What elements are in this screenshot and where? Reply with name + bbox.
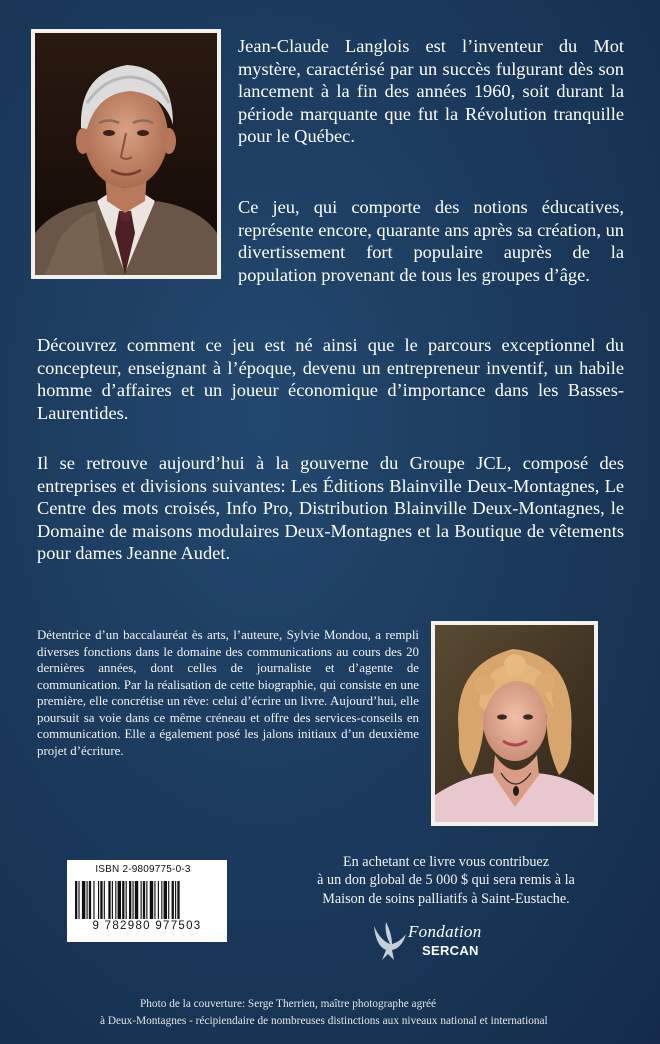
bio-paragraph-4: Il se retrouve aujourd’hui à la gouverne du Groupe JCL, composé des entreprises et divisions suivantes: Les Éditions Blainville Deux-Montagnes, Le Centre des mots croisés, Info Pro, Distribution Blainville Deux-Montagnes, le Domaine de maisons modulaires Deux-Montagnes et la Boutique de vêtements pour dames Jeanne Audet. bbox=[37, 453, 624, 564]
photo-credit bbox=[100, 996, 660, 1030]
bio-paragraph-1: Jean-Claude Langlois est l’inventeur du Mot mystère, caractérisé par un succès fulgurant dès son lancement à la fin des années 1960, soit durant la période marquante que fut la Révolution tranquille pour le Québec. bbox=[238, 36, 624, 147]
sylvie-mondou-photo bbox=[431, 621, 598, 826]
fondation-name-text: SERCAN bbox=[422, 943, 479, 958]
photo-credit-line-1: Photo de la couverture: Serge Therrien, maître photographe agréé bbox=[140, 998, 437, 1010]
jean-claude-langlois-photo bbox=[31, 29, 221, 279]
fondation-sercan-logo bbox=[360, 918, 510, 968]
portrait-woman-image bbox=[435, 625, 594, 822]
dove-icon bbox=[370, 920, 410, 964]
author-bio-paragraph: Détentrice d’un baccalauréat ès arts, l’auteure, Sylvie Mondou, a rempli diverses fonctions dans le domaine des communications au cours des 20 dernières années, dont celles de journaliste et d’agente de communication. Par la réalisation de cette biographie, qui consiste en une première, elle concrétise un rêve: celui d’écrire un livre. Aujourd’hui, elle poursuit sa voie dans ce même créneau et offre des services-conseils en communication. Elle a également posé les jalons initiaux d’un deuxième projet d’écriture. bbox=[37, 628, 419, 758]
barcode-digits: 9 782980 977503 bbox=[92, 920, 202, 932]
isbn-label: ISBN 2-9809775-0-3 bbox=[95, 864, 191, 875]
bio-paragraph-2: Ce jeu, qui comporte des notions éducatives, représente encore, quarante ans après sa création, un divertissement fort populaire auprès de la population provenant de tous les groupes d’âge. bbox=[238, 197, 624, 285]
fondation-script-text: Fondation bbox=[408, 922, 482, 941]
donation-notice bbox=[268, 853, 624, 908]
bio-paragraph-3: Découvrez comment ce jeu est né ainsi que le parcours exceptionnel du concepteur, enseignant à l’époque, devenu un entrepreneur inventif, un habile homme d’affaires et un joueur économique d’importance dans les Basses-Laurentides. bbox=[37, 335, 624, 423]
donation-line-3: Maison de soins palliatifs à Saint-Eustache. bbox=[322, 890, 570, 907]
donation-line-1: En achetant ce livre vous contribuez bbox=[342, 854, 550, 870]
donation-line-2: à un don global de 5 000 $ qui sera remis à la bbox=[317, 872, 575, 889]
barcode-bars-icon bbox=[73, 881, 221, 919]
portrait-man-image bbox=[35, 33, 217, 275]
photo-credit-line-2: à Deux-Montagnes - récipiendaire de nombreuses distinctions aux niveaux national et international bbox=[100, 1015, 548, 1027]
isbn-barcode bbox=[67, 860, 227, 942]
